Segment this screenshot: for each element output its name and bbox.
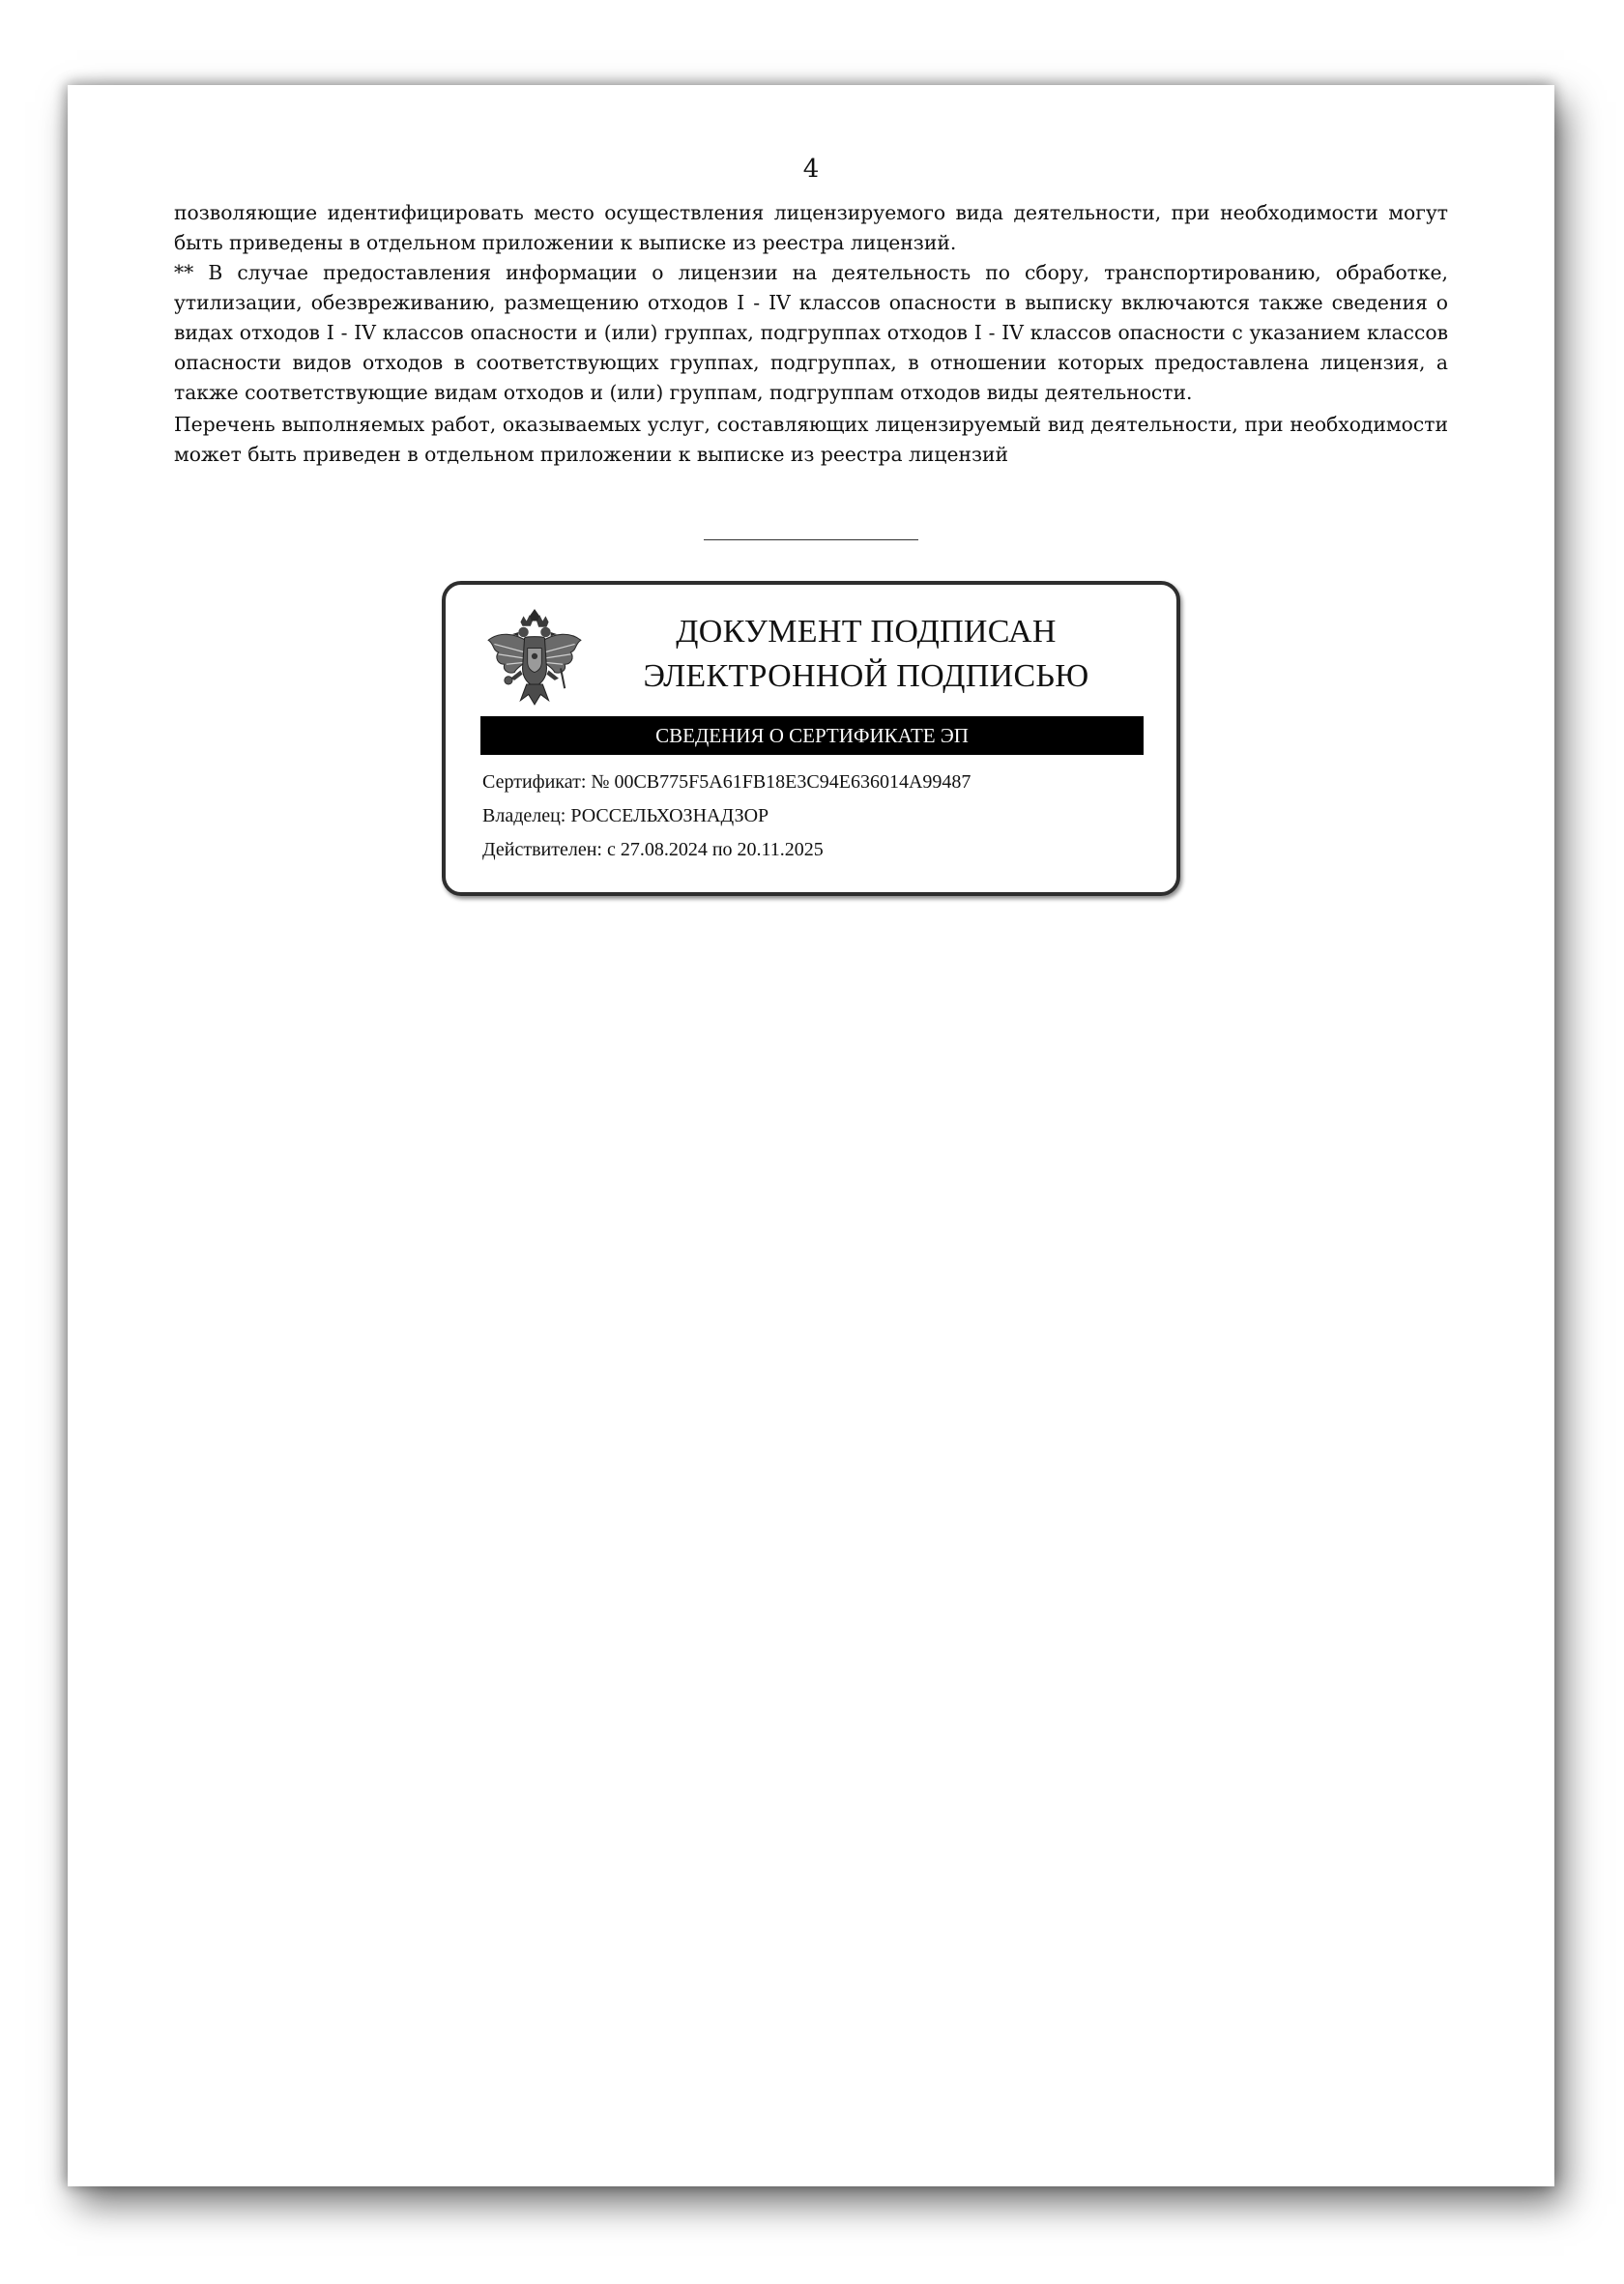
stamp-title-line1: ДОКУМЕНТ ПОДПИСАН [676,614,1057,650]
paragraph-place-of-activity: позволяющие идентифицировать место осуществления лицензируемого вида деятельности, при необходимости могут быть приведены в отдельном приложении к выписке из реестра лицензий. [174,201,1448,254]
certificate-validity-row [482,836,824,863]
valid-value: с 27.08.2024 по 20.11.2025 [606,839,824,860]
separator-line [704,539,918,540]
paragraph-waste-footnote: ** В случае предоставления информации о лицензии на деятельность по сбору, транспортированию, обработке, утилизации, обезвреживанию, размещению отходов I - IV классов опасности в выписку включаются также сведения о видах отходов I - IV классов опасности и (или) группах, подгруппах отходов I - IV классов опасности с указанием классов опасности видов отходов в соответствующих группах, подгруппах, в отношении которых предоставлена лицензия, а также соответствующие видам отходов и (или) группам, подгруппам отходов виды деятельности. [174,261,1448,404]
owner-label: Владелец: [482,805,566,826]
owner-value: РОССЕЛЬХОЗНАДЗОР [570,805,769,826]
certificate-info-header: СВЕДЕНИЯ О СЕРТИФИКАТЕ ЭП [480,716,1144,755]
document-body [174,198,1448,470]
double-headed-eagle-emblem-icon [484,608,585,708]
certificate-value: № 00CB775F5A61FB18E3C94E636014A99487 [591,771,972,793]
certificate-owner-row [482,802,768,829]
document-page [68,85,1554,2186]
valid-label: Действителен: [482,839,602,860]
certificate-label: Сертификат: [482,771,587,793]
page-number: 4 [802,155,820,184]
paragraph-works-list: Перечень выполняемых работ, оказываемых услуг, составляющих лицензируемый вид деятельности, при необходимости может быть приведен в отдельном приложении к выписке из реестра лицензий [174,413,1448,466]
certificate-number-row [482,768,971,795]
stamp-title [591,610,1142,699]
stamp-title-line2: ЭЛЕКТРОННОЙ ПОДПИСЬЮ [643,658,1089,694]
electronic-signature-stamp [442,581,1180,896]
